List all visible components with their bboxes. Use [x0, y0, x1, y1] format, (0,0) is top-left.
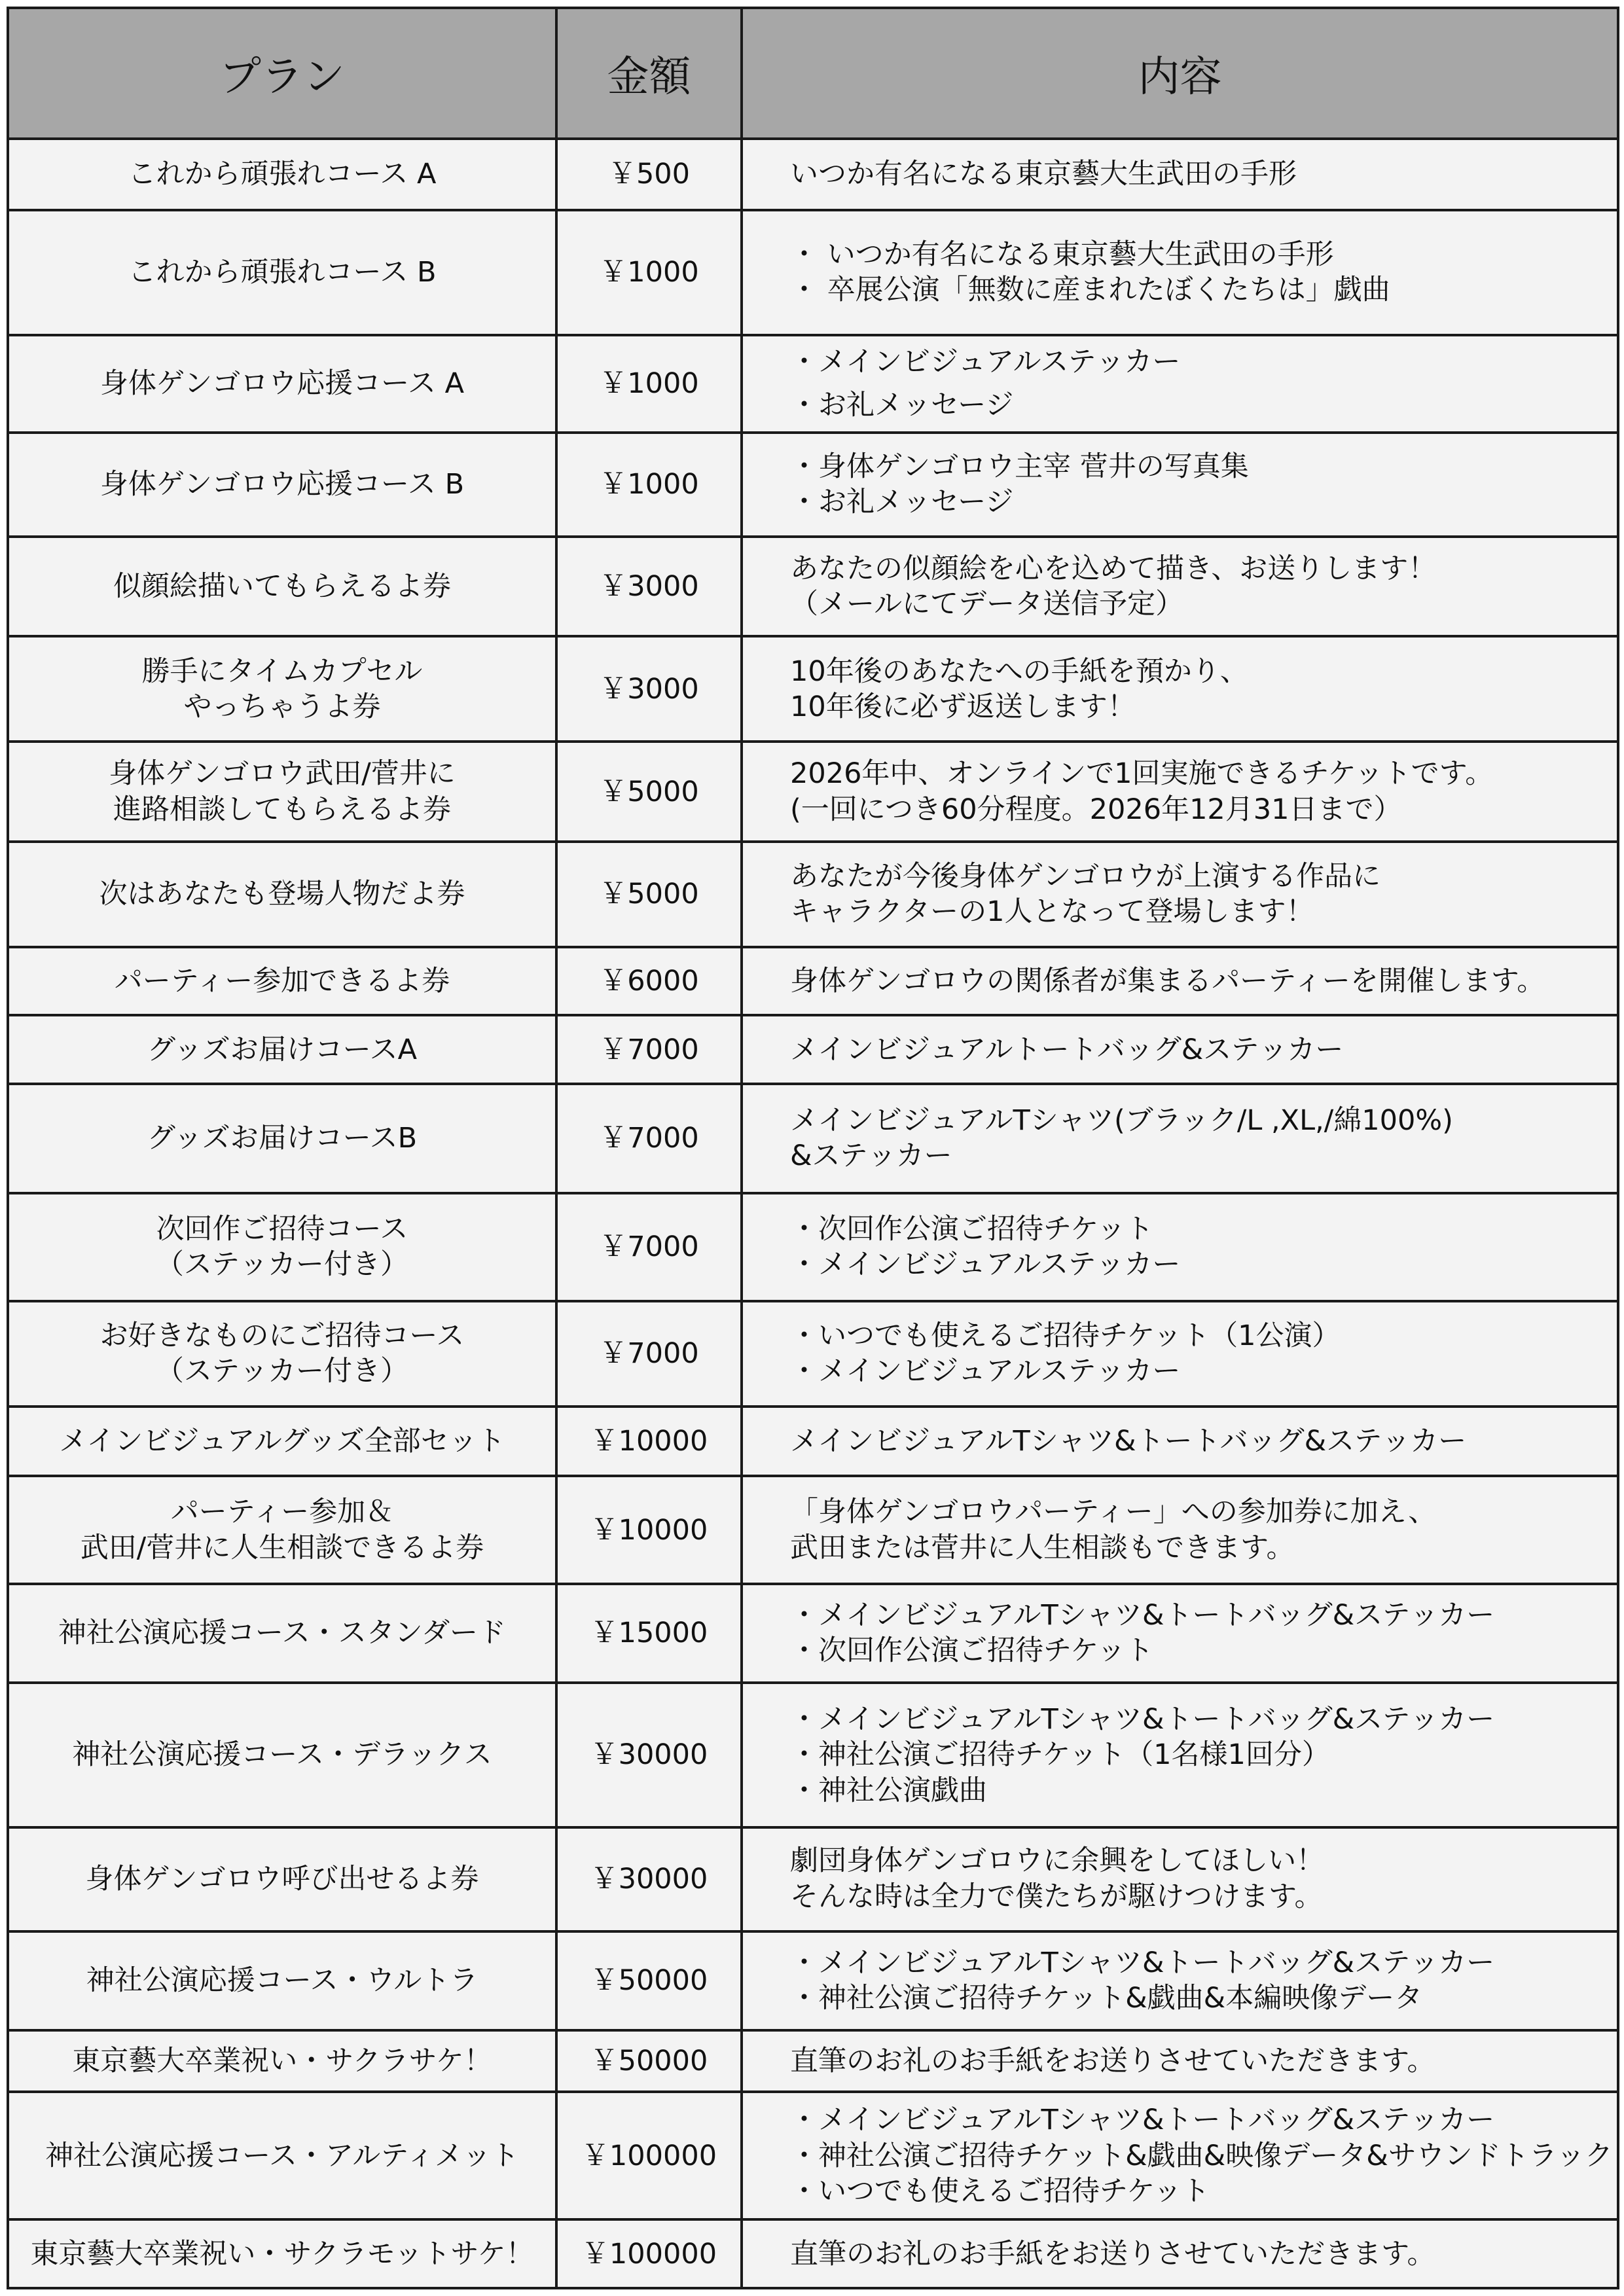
- content-line: 直筆のお礼のお手紙をお送りさせていただきます。: [790, 2237, 1435, 2270]
- content-line: ・メインビジュアルTシャツ&トートバッグ&ステッカー: [790, 1946, 1495, 1980]
- plan-cell: [8, 1683, 556, 1827]
- plan-name: 勝手にタイムカプセル: [141, 655, 423, 688]
- plan-name: これから頑張れコース A: [128, 158, 437, 191]
- price-cell: [556, 335, 742, 433]
- content-line: ・ いつか有名になる東京藝大生武田の手形: [790, 238, 1334, 271]
- price-cell: [556, 636, 742, 742]
- price-value: ￥100000: [581, 2139, 717, 2172]
- content-line: ・いつでも使えるご招待チケット（1公演）: [790, 1319, 1341, 1353]
- content-line: 武田または菅井に人生相談もできます。: [790, 1531, 1295, 1564]
- price-cell: [556, 2092, 742, 2219]
- price-value: ￥6000: [599, 965, 699, 998]
- price-value: ￥3000: [599, 569, 699, 603]
- table-row: [8, 742, 1618, 842]
- price-value: ￥500: [607, 158, 691, 191]
- content-line: メインビジュアルTシャツ(ブラック/L ,XL,/綿100%): [790, 1104, 1453, 1138]
- plan-cell: [8, 210, 556, 335]
- plan-cell: [8, 2219, 556, 2288]
- plan-name: 神社公演応援コース・デラックス: [72, 1738, 492, 1772]
- table-row: [8, 1193, 1618, 1301]
- plan-name: 似顔絵描いてもらえるよ券: [113, 569, 451, 603]
- content-cell: [742, 335, 1618, 433]
- price-value: ￥10000: [590, 1513, 708, 1547]
- content-line: メインビジュアルトートバッグ&ステッカー: [790, 1033, 1344, 1066]
- plan-name: グッズお届けコースB: [147, 1122, 418, 1155]
- table-body: [8, 139, 1618, 2288]
- price-cell: [556, 2030, 742, 2092]
- content-cell: [742, 1015, 1618, 1084]
- table-row: [8, 1476, 1618, 1584]
- price-cell: [556, 1584, 742, 1683]
- price-value: ￥50000: [590, 1964, 708, 1998]
- plan-name: 次回作ご招待コース: [156, 1213, 408, 1246]
- price-value: ￥30000: [590, 1863, 708, 1896]
- content-cell: [742, 947, 1618, 1016]
- plan-name: 進路相談してもらえるよ券: [113, 793, 451, 826]
- plan-table: [7, 7, 1619, 2289]
- plan-name: 東京藝大卒業祝い・サクラモットサケ！: [30, 2237, 534, 2270]
- price-cell: [556, 1476, 742, 1584]
- plan-name: 武田/菅井に人生相談できるよ券: [80, 1531, 484, 1564]
- price-cell: [556, 947, 742, 1016]
- content-line: ・神社公演ご招待チケット（1名様1回分）: [790, 1738, 1330, 1772]
- price-value: ￥50000: [590, 2044, 708, 2077]
- content-line: ・メインビジュアルステッカー: [790, 1355, 1181, 1388]
- price-cell: [556, 842, 742, 947]
- content-line: ・次回作公演ご招待チケット: [790, 1213, 1154, 1246]
- content-line: メインビジュアルTシャツ&トートバッグ&ステッカー: [790, 1424, 1467, 1458]
- content-line: 10年後のあなたへの手紙を預かり、: [790, 655, 1248, 688]
- table-row: [8, 1683, 1618, 1827]
- content-cell: [742, 139, 1618, 210]
- content-cell: [742, 1193, 1618, 1301]
- price-cell: [556, 1683, 742, 1827]
- content-line: 2026年中、オンラインで1回実施できるチケットです。: [790, 757, 1494, 791]
- plan-name: 東京藝大卒業祝い・サクラサケ！: [72, 2044, 492, 2077]
- content-line: あなたが今後身体ゲンゴロウが上演する作品に: [790, 860, 1381, 893]
- content-cell: [742, 2092, 1618, 2219]
- price-cell: [556, 1827, 742, 1931]
- price-cell: [556, 433, 742, 537]
- price-value: ￥7000: [599, 1337, 699, 1371]
- content-cell: [742, 2030, 1618, 2092]
- table-row: [8, 210, 1618, 335]
- content-line: ・メインビジュアルTシャツ&トートバッグ&ステッカー: [790, 2104, 1495, 2137]
- content-line: ・身体ゲンゴロウ主宰 菅井の写真集: [790, 450, 1249, 483]
- plan-cell: [8, 1476, 556, 1584]
- plan-cell: [8, 1301, 556, 1407]
- price-cell: [556, 742, 742, 842]
- plan-cell: [8, 1931, 556, 2030]
- table-row: [8, 842, 1618, 947]
- plan-name: 身体ゲンゴロウ武田/菅井に: [109, 757, 456, 791]
- content-cell: [742, 1931, 1618, 2030]
- table-row: [8, 537, 1618, 637]
- price-cell: [556, 1301, 742, 1407]
- content-cell: [742, 636, 1618, 742]
- price-value: ￥100000: [581, 2237, 717, 2270]
- content-cell: [742, 433, 1618, 537]
- content-cell: [742, 1301, 1618, 1407]
- content-cell: [742, 210, 1618, 335]
- plan-cell: [8, 1407, 556, 1477]
- table-row: [8, 1931, 1618, 2030]
- plan-name: これから頑張れコース B: [128, 256, 437, 289]
- content-cell: [742, 842, 1618, 947]
- content-line: ・いつでも使えるご招待チケット: [790, 2174, 1210, 2208]
- plan-cell: [8, 947, 556, 1016]
- table-row: [8, 1584, 1618, 1683]
- table-row: [8, 2219, 1618, 2288]
- plan-cell: [8, 2092, 556, 2219]
- content-line: ・メインビジュアルステッカー: [790, 1248, 1181, 1282]
- plan-name: お好きなものにご招待コース: [99, 1319, 465, 1353]
- content-cell: [742, 1683, 1618, 1827]
- price-cell: [556, 1407, 742, 1477]
- price-cell: [556, 1931, 742, 2030]
- plan-cell: [8, 742, 556, 842]
- price-value: ￥7000: [599, 1033, 699, 1066]
- plan-cell: [8, 636, 556, 742]
- content-line: ・お礼メッセージ: [790, 389, 1014, 422]
- content-line: 直筆のお礼のお手紙をお送りさせていただきます。: [790, 2044, 1435, 2077]
- plan-name: グッズお届けコースA: [147, 1033, 418, 1066]
- content-line: そんな時は全力で僕たちが駆けつけます。: [790, 1880, 1323, 1914]
- content-line: ・神社公演戯曲: [790, 1774, 987, 1807]
- plan-name: メインビジュアルグッズ全部セット: [59, 1424, 505, 1458]
- table-row: [8, 2092, 1618, 2219]
- table-row: [8, 139, 1618, 210]
- content-line: いつか有名になる東京藝大生武田の手形: [790, 158, 1297, 191]
- content-cell: [742, 1084, 1618, 1193]
- table-row: [8, 2030, 1618, 2092]
- table-row: [8, 433, 1618, 537]
- content-cell: [742, 742, 1618, 842]
- content-line: 「身体ゲンゴロウパーティー」への参加券に加え、: [790, 1496, 1437, 1529]
- price-value: ￥7000: [599, 1230, 699, 1264]
- price-value: ￥3000: [599, 672, 699, 706]
- table-row: [8, 1827, 1618, 1931]
- plan-name: 身体ゲンゴロウ応援コース B: [99, 468, 465, 501]
- content-cell: [742, 1476, 1618, 1584]
- plan-cell: [8, 139, 556, 210]
- content-line: ・お礼メッセージ: [790, 486, 1014, 519]
- content-line: ・メインビジュアルステッカー: [790, 345, 1181, 378]
- content-cell: [742, 537, 1618, 637]
- plan-cell: [8, 1827, 556, 1931]
- plan-name: （ステッカー付き）: [155, 1248, 409, 1282]
- plan-name: 身体ゲンゴロウ応援コース A: [99, 367, 465, 401]
- table-row: [8, 1301, 1618, 1407]
- table-row: [8, 1015, 1618, 1084]
- table-row: [8, 1084, 1618, 1193]
- content-cell: [742, 1584, 1618, 1683]
- content-line: ・メインビジュアルTシャツ&トートバッグ&ステッカー: [790, 1599, 1495, 1632]
- content-line: （メールにてデータ送信予定）: [790, 587, 1184, 620]
- content-cell: [742, 1407, 1618, 1477]
- table-row: [8, 636, 1618, 742]
- content-cell: [742, 2219, 1618, 2288]
- plan-cell: [8, 842, 556, 947]
- price-value: ￥1000: [599, 468, 699, 501]
- content-line: (一回につき60分程度。2026年12月31日まで）: [790, 793, 1402, 826]
- content-line: ・ 卒展公演「無数に産まれたぼくたちは」戯曲: [790, 274, 1390, 307]
- content-line: 身体ゲンゴロウの関係者が集まるパーティーを開催します。: [790, 965, 1545, 998]
- price-value: ￥15000: [590, 1617, 708, 1650]
- content-line: キャラクターの1人となって登場します！: [790, 895, 1314, 929]
- table-row: [8, 335, 1618, 433]
- plan-cell: [8, 2030, 556, 2092]
- plan-name: 神社公演応援コース・スタンダード: [58, 1617, 507, 1650]
- price-cell: [556, 1084, 742, 1193]
- plan-cell: [8, 1015, 556, 1084]
- plan-name: 次はあなたも登場人物だよ券: [99, 878, 465, 911]
- plan-name: 神社公演応援コース・ウルトラ: [86, 1964, 478, 1998]
- plan-cell: [8, 433, 556, 537]
- plan-name: パーティー参加できるよ券: [114, 965, 450, 998]
- price-cell: [556, 537, 742, 637]
- content-line: ・神社公演ご招待チケット&戯曲&映像データ&サウンドトラック: [790, 2139, 1613, 2172]
- price-value: ￥1000: [599, 367, 699, 401]
- header-price: 金額: [556, 8, 742, 139]
- table-row: [8, 1407, 1618, 1477]
- content-line: あなたの似顔絵を心を込めて描き、お送りします！: [790, 552, 1437, 585]
- price-cell: [556, 1193, 742, 1301]
- header-row: [8, 8, 1618, 139]
- plan-name: 神社公演応援コース・アルティメット: [45, 2139, 519, 2172]
- content-line: ・神社公演ご招待チケット&戯曲&本編映像データ: [790, 1982, 1423, 2015]
- price-cell: [556, 210, 742, 335]
- price-value: ￥1000: [599, 256, 699, 289]
- content-line: 劇団身体ゲンゴロウに余興をしてほしい！: [790, 1844, 1325, 1877]
- price-cell: [556, 2219, 742, 2288]
- content-line: &ステッカー: [790, 1139, 952, 1173]
- header-content: 内容: [742, 8, 1618, 139]
- content-line: ・次回作公演ご招待チケット: [790, 1634, 1154, 1668]
- content-line: ・メインビジュアルTシャツ&トートバッグ&ステッカー: [790, 1703, 1495, 1736]
- plan-cell: [8, 335, 556, 433]
- content-line: 10年後に必ず返送します！: [790, 690, 1136, 723]
- price-value: ￥10000: [590, 1424, 708, 1458]
- content-cell: [742, 1827, 1618, 1931]
- price-value: ￥5000: [599, 775, 699, 808]
- price-value: ￥7000: [599, 1122, 699, 1155]
- price-cell: [556, 139, 742, 210]
- plan-name: （ステッカー付き）: [155, 1355, 409, 1388]
- plan-cell: [8, 1193, 556, 1301]
- header-plan: プラン: [8, 8, 556, 139]
- table-row: [8, 947, 1618, 1016]
- plan-cell: [8, 1084, 556, 1193]
- plan-cell: [8, 537, 556, 637]
- price-value: ￥5000: [599, 878, 699, 911]
- plan-name: パーティー参加＆: [170, 1496, 394, 1529]
- plan-name: 身体ゲンゴロウ呼び出せるよ券: [85, 1863, 479, 1896]
- price-value: ￥30000: [590, 1738, 708, 1772]
- plan-cell: [8, 1584, 556, 1683]
- plan-name: やっちゃうよ券: [183, 690, 381, 723]
- price-cell: [556, 1015, 742, 1084]
